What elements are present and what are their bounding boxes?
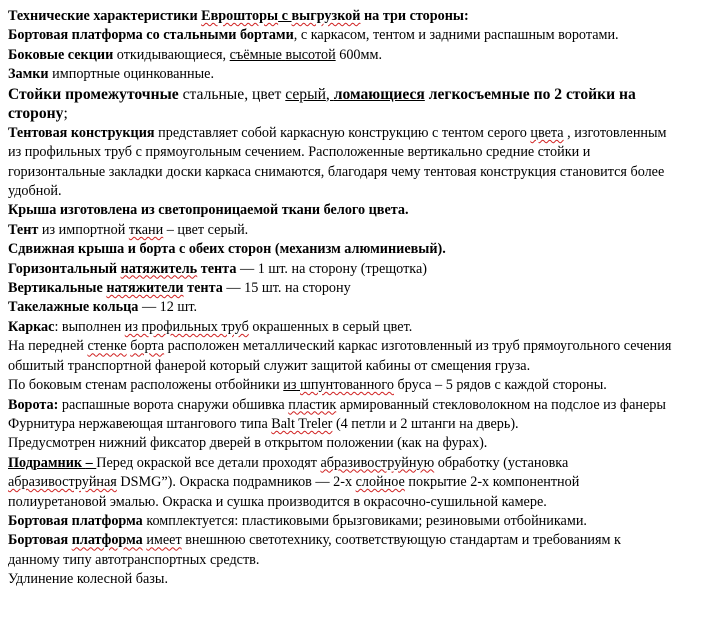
text-line: Горизонтальный натяжитель тента — 1 шт. на сторону (трещотка) [8, 260, 427, 277]
text-line: По боковым стенам расположены отбойники из шпунтованного бруса – 5 рядов с каждой стороны. [8, 377, 607, 394]
text-line: Замки импортные оцинкованные. [8, 66, 214, 83]
text-line: Предусмотрен нижний фиксатор дверей в открытом положении (как на фурах). [8, 435, 488, 452]
text-line: Фурнитура нержавеющая штангового типа Balt Treler (4 петли и 2 штанги на дверь). [8, 415, 519, 432]
text-line: Бортовая платформа комплектуется: пластиковыми брызговиками; резиновыми отбойниками. [8, 512, 587, 529]
text-line: обшитый транспортной фанерой который служит защитой кабины от смещения груза. [8, 357, 531, 374]
heading-line: Технические характеристики Еврошторы с выгрузкой на три стороны: [8, 8, 469, 24]
text-line: Ворота: распашные ворота снаружи обшивка пластик армированный стекловолокном на подслое из фанеры [8, 396, 666, 413]
text-line: горизонтальные закладки доски каркаса снимаются, благодаря чему тентовая конструкция становится более [8, 163, 665, 180]
document-body [8, 7, 708, 590]
text-line: данному типу автотранспортных средств. [8, 551, 260, 568]
text-line: полиуретановой эмалью. Окраска и сушка производится в окрасочно-сушильной камере. [8, 493, 547, 510]
text-line: Удлинение колесной базы. [8, 571, 168, 588]
text-line: Тент из импортной ткани – цвет серый. [8, 221, 249, 238]
text-line: На передней стенке борта расположен металлический каркас изготовленный из труб прямоугольного сечения [8, 338, 672, 355]
text-line: из профильных труб с прямоугольным сечением. Расположенные вертикально средние стойки и [8, 144, 591, 161]
text-line: Боковые секции откидывающиеся, съёмные высотой 600мм. [8, 46, 383, 63]
text-line: сторону; [8, 105, 68, 123]
text-line: Бортовая платформа со стальными бортами, с каркасом, тентом и задними распашным воротами. [8, 27, 619, 44]
text-line: Каркас: выполнен из профильных труб окрашенных в серый цвет. [8, 318, 413, 335]
text-line: Сдвижная крыша и борта с обеих сторон (механизм алюминиевый). [8, 241, 446, 258]
text-line: Стойки промежуточные стальные, цвет серый, ломающиеся легкосъемные по 2 стойки на [8, 85, 636, 103]
text-line: Подрамник – Перед окраской все детали проходят абразивоструйную обработку (установка [8, 454, 569, 471]
text-line: Бортовая платформа имеет внешнюю светотехнику, соответствующую стандартам и требованиям к [8, 532, 621, 549]
text-line: Тентовая конструкция представляет собой каркасную конструкцию с тентом серого цвета , изготовленным [8, 124, 667, 141]
text-line: абразивоструйная DSMG”). Окраска подрамников — 2-х слойное покрытие 2-х компонентной [8, 474, 580, 491]
text-line: Крыша изготовлена из светопроницаемой ткани белого цвета. [8, 202, 409, 219]
text-line: удобной. [8, 183, 62, 200]
text-line: Такелажные кольца — 12 шт. [8, 299, 198, 316]
text-line: Вертикальные натяжители тента — 15 шт. на сторону [8, 280, 351, 297]
